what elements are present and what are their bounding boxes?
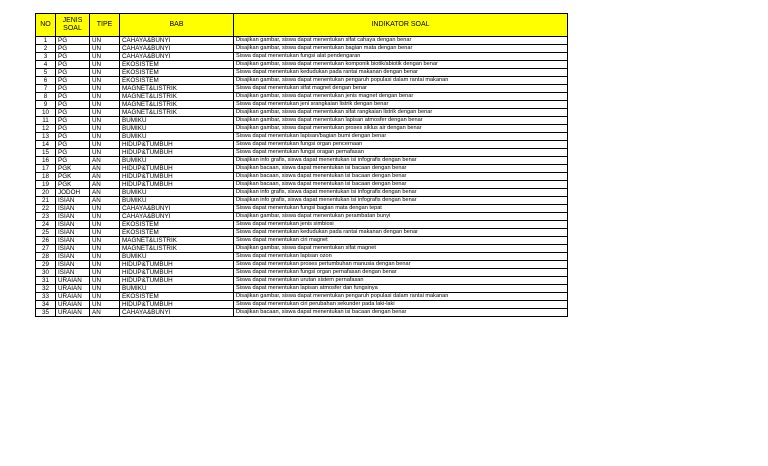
cell-jenis-soal[interactable]: PG	[56, 101, 90, 109]
cell-tipe[interactable]: UN	[90, 85, 120, 93]
cell-indikator-soal[interactable]: Siswa dapat menentukan ciri perubahan sekunder pada laki-laki	[234, 301, 568, 309]
cell-indikator-soal[interactable]: Disajikan gambar, siswa dapat menentukan lapisan atmosfer dengan benar	[234, 117, 568, 125]
table-row	[36, 245, 568, 253]
header-indikator-soal[interactable]: INDIKATOR SOAL	[234, 14, 568, 37]
cell-jenis-soal[interactable]: URAIAN	[56, 285, 90, 293]
cell-tipe[interactable]: UN	[90, 61, 120, 69]
cell-indikator-soal[interactable]: Disajikan gambar, siswa dapat menentukan perambatan bunyi	[234, 213, 568, 221]
cell-indikator-soal[interactable]: Siswa dapat menentukan fungsi bagian mata dengan tepat	[234, 205, 568, 213]
cell-no[interactable]: 13	[36, 133, 56, 141]
cell-tipe[interactable]: UN	[90, 93, 120, 101]
cell-no[interactable]: 12	[36, 125, 56, 133]
table-row	[36, 149, 568, 157]
table-row	[36, 309, 568, 317]
cell-bab[interactable]: HIDUP&TUMBUH	[120, 173, 234, 181]
cell-jenis-soal[interactable]: ISIAN	[56, 213, 90, 221]
cell-no[interactable]: 33	[36, 293, 56, 301]
cell-indikator-soal[interactable]: Siswa dapat menentukan ciri magnet	[234, 237, 568, 245]
cell-indikator-soal[interactable]: Disajikan bacaan, siswa dapat menentukan isi bacaan dengan benar	[234, 165, 568, 173]
header-jenis-soal[interactable]: JENIS SOAL	[56, 14, 90, 37]
cell-bab[interactable]: MAGNET&LISTRIK	[120, 245, 234, 253]
cell-jenis-soal[interactable]: PG	[56, 141, 90, 149]
cell-no[interactable]: 25	[36, 229, 56, 237]
cell-indikator-soal[interactable]: Disajikan gambar, siswa dapat menentukan pengaruh populasi dalam rantai makanan	[234, 293, 568, 301]
cell-no[interactable]: 14	[36, 141, 56, 149]
cell-bab[interactable]: BUMIKU	[120, 157, 234, 165]
cell-tipe[interactable]: UN	[90, 53, 120, 61]
table-row	[36, 37, 568, 45]
cell-no[interactable]: 11	[36, 117, 56, 125]
cell-tipe[interactable]: UN	[90, 237, 120, 245]
cell-bab[interactable]: HIDUP&TUMBUH	[120, 261, 234, 269]
cell-no[interactable]: 15	[36, 149, 56, 157]
table-row	[36, 173, 568, 181]
cell-jenis-soal[interactable]: ISIAN	[56, 253, 90, 261]
header-bab[interactable]: BAB	[120, 14, 234, 37]
cell-indikator-soal[interactable]: Siswa dapat menentukan proses pertumbuhan manusia dengan benar	[234, 261, 568, 269]
cell-tipe[interactable]: UN	[90, 69, 120, 77]
table-row	[36, 221, 568, 229]
cell-bab[interactable]: EKOSISTEM	[120, 293, 234, 301]
cell-bab[interactable]: CAHAYA&BUNYI	[120, 37, 234, 45]
spreadsheet-table	[35, 13, 568, 317]
table-row	[36, 85, 568, 93]
cell-indikator-soal[interactable]: Siswa dapat menentukan lapisan atmosfer dan fungsinya	[234, 285, 568, 293]
table-row	[36, 93, 568, 101]
cell-jenis-soal[interactable]: PG	[56, 133, 90, 141]
cell-tipe[interactable]: UN	[90, 269, 120, 277]
cell-jenis-soal[interactable]: PGK	[56, 173, 90, 181]
table-row	[36, 133, 568, 141]
cell-bab[interactable]: HIDUP&TUMBUH	[120, 141, 234, 149]
cell-tipe[interactable]: UN	[90, 117, 120, 125]
cell-tipe[interactable]: UN	[90, 45, 120, 53]
cell-indikator-soal[interactable]: Siswa dapat menentukan fungsi alat pendengaran	[234, 53, 568, 61]
table-row	[36, 205, 568, 213]
cell-bab[interactable]: CAHAYA&BUNYI	[120, 205, 234, 213]
table-row	[36, 269, 568, 277]
cell-indikator-soal[interactable]: Siswa dapat menentukan kedudukan pada rantai makanan dengan benar	[234, 69, 568, 77]
table-row	[36, 53, 568, 61]
cell-bab[interactable]: BUMIKU	[120, 125, 234, 133]
cell-tipe[interactable]: UN	[90, 229, 120, 237]
table-row	[36, 181, 568, 189]
cell-jenis-soal[interactable]: ISIAN	[56, 221, 90, 229]
cell-bab[interactable]: MAGNET&LISTRIK	[120, 109, 234, 117]
cell-tipe[interactable]: UN	[90, 133, 120, 141]
table-row	[36, 189, 568, 197]
cell-bab[interactable]: BUMIKU	[120, 197, 234, 205]
cell-indikator-soal[interactable]: Disajikan gambar, siswa dapat menentukan jenis magnet dengan benar	[234, 93, 568, 101]
cell-indikator-soal[interactable]: Disajikan info grafis, siswa dapat menentukan isi infografis dengan benar	[234, 197, 568, 205]
cell-no[interactable]: 23	[36, 213, 56, 221]
cell-jenis-soal[interactable]: URAIAN	[56, 293, 90, 301]
table-row	[36, 261, 568, 269]
cell-no[interactable]: 18	[36, 173, 56, 181]
cell-jenis-soal[interactable]: PG	[56, 149, 90, 157]
cell-tipe[interactable]: UN	[90, 261, 120, 269]
table-row	[36, 165, 568, 173]
cell-tipe[interactable]: UN	[90, 205, 120, 213]
cell-bab[interactable]: EKOSISTEM	[120, 221, 234, 229]
cell-jenis-soal[interactable]: ISIAN	[56, 197, 90, 205]
cell-bab[interactable]: CAHAYA&BUNYI	[120, 45, 234, 53]
cell-bab[interactable]: HIDUP&TUMBUH	[120, 165, 234, 173]
cell-no[interactable]: 7	[36, 85, 56, 93]
cell-no[interactable]: 29	[36, 261, 56, 269]
cell-indikator-soal[interactable]: Disajikan gambar, siswa dapat menentukan pengaruh populasi dalam rantai makanan	[234, 77, 568, 85]
cell-tipe[interactable]: AN	[90, 165, 120, 173]
table-row	[36, 229, 568, 237]
cell-no[interactable]: 10	[36, 109, 56, 117]
cell-indikator-soal[interactable]: Siswa dapat menentukan lapisan/bagian bumi dengan benar	[234, 133, 568, 141]
cell-jenis-soal[interactable]: ISIAN	[56, 229, 90, 237]
cell-bab[interactable]: BUMIKU	[120, 189, 234, 197]
cell-no[interactable]: 2	[36, 45, 56, 53]
cell-indikator-soal[interactable]: Disajikan info grafis, siswa dapat menentukan isi infografis dengan benar	[234, 189, 568, 197]
cell-bab[interactable]: EKOSISTEM	[120, 77, 234, 85]
cell-indikator-soal[interactable]: Siswa dapat menentukan fungsi organ pencernaan	[234, 141, 568, 149]
cell-jenis-soal[interactable]: PG	[56, 77, 90, 85]
cell-indikator-soal[interactable]: Siswa dapat menentukan sifat magnet dengan benar	[234, 85, 568, 93]
cell-bab[interactable]: MAGNET&LISTRIK	[120, 85, 234, 93]
cell-jenis-soal[interactable]: ISIAN	[56, 261, 90, 269]
cell-jenis-soal[interactable]: PG	[56, 45, 90, 53]
table-row	[36, 157, 568, 165]
cell-bab[interactable]: CAHAYA&BUNYI	[120, 53, 234, 61]
cell-no[interactable]: 22	[36, 205, 56, 213]
cell-jenis-soal[interactable]: ISIAN	[56, 269, 90, 277]
cell-bab[interactable]: BUMIKU	[120, 133, 234, 141]
cell-indikator-soal[interactable]: Disajikan gambar, siswa dapat menentukan bagian mata dengan benar	[234, 45, 568, 53]
cell-tipe[interactable]: UN	[90, 245, 120, 253]
cell-tipe[interactable]: AN	[90, 309, 120, 317]
cell-no[interactable]: 5	[36, 69, 56, 77]
cell-tipe[interactable]: AN	[90, 197, 120, 205]
cell-tipe[interactable]: AN	[90, 189, 120, 197]
cell-no[interactable]: 9	[36, 101, 56, 109]
cell-bab[interactable]: EKOSISTEM	[120, 229, 234, 237]
table-row	[36, 301, 568, 309]
table-body	[36, 37, 568, 317]
cell-no[interactable]: 27	[36, 245, 56, 253]
cell-no[interactable]: 17	[36, 165, 56, 173]
cell-indikator-soal[interactable]: Siswa dapat menentukan fungsi organ pernafasan dengan benar	[234, 269, 568, 277]
table-row	[36, 141, 568, 149]
cell-indikator-soal[interactable]: Disajikan gambar, siswa dapat menentukan sifat rangkaian listrik dengan benar	[234, 109, 568, 117]
cell-indikator-soal[interactable]: Disajikan info grafis, siswa dapat menentukan isi infografis dengan benar	[234, 157, 568, 165]
table-row	[36, 197, 568, 205]
cell-bab[interactable]: MAGNET&LISTRIK	[120, 101, 234, 109]
header-no[interactable]: NO	[36, 14, 56, 37]
cell-bab[interactable]: MAGNET&LISTRIK	[120, 93, 234, 101]
cell-no[interactable]: 35	[36, 309, 56, 317]
cell-bab[interactable]: EKOSISTEM	[120, 61, 234, 69]
cell-jenis-soal[interactable]: ISIAN	[56, 237, 90, 245]
cell-no[interactable]: 1	[36, 37, 56, 45]
cell-jenis-soal[interactable]: ISIAN	[56, 205, 90, 213]
cell-bab[interactable]: CAHAYA&BUNYI	[120, 213, 234, 221]
cell-bab[interactable]: EKOSISTEM	[120, 69, 234, 77]
cell-no[interactable]: 16	[36, 157, 56, 165]
cell-no[interactable]: 26	[36, 237, 56, 245]
cell-jenis-soal[interactable]: PG	[56, 85, 90, 93]
cell-jenis-soal[interactable]: PG	[56, 93, 90, 101]
table-row	[36, 213, 568, 221]
cell-no[interactable]: 30	[36, 269, 56, 277]
cell-jenis-soal[interactable]: PG	[56, 69, 90, 77]
cell-no[interactable]: 4	[36, 61, 56, 69]
cell-no[interactable]: 28	[36, 253, 56, 261]
table-row	[36, 69, 568, 77]
cell-no[interactable]: 8	[36, 93, 56, 101]
cell-jenis-soal[interactable]: JODOH	[56, 189, 90, 197]
cell-bab[interactable]: HIDUP&TUMBUH	[120, 301, 234, 309]
cell-bab[interactable]: HIDUP&TUMBUH	[120, 277, 234, 285]
table-header	[36, 14, 568, 37]
cell-indikator-soal[interactable]: Disajikan bacaan, siswa dapat menentukan isi bacaan dengan benar	[234, 181, 568, 189]
cell-tipe[interactable]: UN	[90, 221, 120, 229]
cell-jenis-soal[interactable]: PG	[56, 53, 90, 61]
cell-no[interactable]: 3	[36, 53, 56, 61]
cell-tipe[interactable]: UN	[90, 277, 120, 285]
cell-jenis-soal[interactable]: PGK	[56, 165, 90, 173]
table-row	[36, 253, 568, 261]
cell-bab[interactable]: HIDUP&TUMBUH	[120, 149, 234, 157]
table-row	[36, 117, 568, 125]
cell-tipe[interactable]: UN	[90, 285, 120, 293]
cell-jenis-soal[interactable]: URAIAN	[56, 277, 90, 285]
table-row	[36, 237, 568, 245]
cell-bab[interactable]: CAHAYA&BUNYI	[120, 309, 234, 317]
cell-bab[interactable]: HIDUP&TUMBUH	[120, 181, 234, 189]
cell-jenis-soal[interactable]: PG	[56, 109, 90, 117]
table-row	[36, 77, 568, 85]
cell-bab[interactable]: BUMIKU	[120, 285, 234, 293]
cell-jenis-soal[interactable]: PG	[56, 125, 90, 133]
cell-tipe[interactable]: UN	[90, 149, 120, 157]
cell-jenis-soal[interactable]: ISIAN	[56, 245, 90, 253]
cell-tipe[interactable]: AN	[90, 181, 120, 189]
cell-bab[interactable]: MAGNET&LISTRIK	[120, 237, 234, 245]
cell-tipe[interactable]: UN	[90, 77, 120, 85]
cell-bab[interactable]: HIDUP&TUMBUH	[120, 269, 234, 277]
table-row	[36, 293, 568, 301]
cell-indikator-soal[interactable]: Siswa dapat menentukan kedudukan pada rantai makanan dengan benar	[234, 229, 568, 237]
cell-jenis-soal[interactable]: PG	[56, 117, 90, 125]
cell-indikator-soal[interactable]: Disajikan gambar, siswa dapat menentukan proses siklus air dengan benar	[234, 125, 568, 133]
table-row	[36, 285, 568, 293]
cell-jenis-soal[interactable]: URAIAN	[56, 309, 90, 317]
cell-tipe[interactable]: UN	[90, 253, 120, 261]
cell-no[interactable]: 32	[36, 285, 56, 293]
cell-no[interactable]: 21	[36, 197, 56, 205]
table-row	[36, 101, 568, 109]
cell-no[interactable]: 34	[36, 301, 56, 309]
cell-bab[interactable]: BUMIKU	[120, 117, 234, 125]
cell-indikator-soal[interactable]: Siswa dapat menentukan jeni srangkaian listrik dengan benar	[234, 101, 568, 109]
cell-indikator-soal[interactable]: Disajikan gambar, siswa dapat menentukan komponik biotik/abiotik dengan benar	[234, 61, 568, 69]
cell-no[interactable]: 20	[36, 189, 56, 197]
cell-no[interactable]: 24	[36, 221, 56, 229]
cell-bab[interactable]: BUMIKU	[120, 253, 234, 261]
cell-no[interactable]: 31	[36, 277, 56, 285]
cell-tipe[interactable]: UN	[90, 101, 120, 109]
cell-tipe[interactable]: AN	[90, 157, 120, 165]
cell-indikator-soal[interactable]: Disajikan bacaan, siswa dapat menentukan isi bacaan dengan benar	[234, 173, 568, 181]
cell-tipe[interactable]: UN	[90, 141, 120, 149]
cell-tipe[interactable]: UN	[90, 37, 120, 45]
table-row	[36, 45, 568, 53]
cell-indikator-soal[interactable]: Siswa dapat menentukan urutan sistem pernafasan	[234, 277, 568, 285]
cell-tipe[interactable]: UN	[90, 109, 120, 117]
cell-tipe[interactable]: UN	[90, 125, 120, 133]
cell-jenis-soal[interactable]: PG	[56, 157, 90, 165]
cell-no[interactable]: 6	[36, 77, 56, 85]
cell-tipe[interactable]: UN	[90, 293, 120, 301]
table-row	[36, 61, 568, 69]
cell-indikator-soal[interactable]: Siswa dapat menentukan fungsi oragan pernafasan	[234, 149, 568, 157]
cell-jenis-soal[interactable]: PG	[56, 61, 90, 69]
cell-tipe[interactable]: UN	[90, 301, 120, 309]
cell-jenis-soal[interactable]: PG	[56, 37, 90, 45]
cell-indikator-soal[interactable]: Disajikan bacaan, siswa dapat menentukan isi bacaan dengan benar	[234, 309, 568, 317]
cell-indikator-soal[interactable]: Siswa dapat menentukan lapisan ozon	[234, 253, 568, 261]
cell-tipe[interactable]: UN	[90, 213, 120, 221]
header-row	[36, 14, 568, 37]
cell-indikator-soal[interactable]: Siswa dapat menentukan jenis simbiosi	[234, 221, 568, 229]
header-tipe[interactable]: TIPE	[90, 14, 120, 37]
cell-jenis-soal[interactable]: URAIAN	[56, 301, 90, 309]
cell-indikator-soal[interactable]: Disajikan gambar, siswa dapat menentukan sifat cahaya dengan benar	[234, 37, 568, 45]
cell-indikator-soal[interactable]: Disajikan gambar, siswa dapat menentukan sifat magnet	[234, 245, 568, 253]
cell-no[interactable]: 19	[36, 181, 56, 189]
cell-jenis-soal[interactable]: PGK	[56, 181, 90, 189]
table-row	[36, 125, 568, 133]
cell-tipe[interactable]: AN	[90, 173, 120, 181]
table-row	[36, 277, 568, 285]
table-row	[36, 109, 568, 117]
